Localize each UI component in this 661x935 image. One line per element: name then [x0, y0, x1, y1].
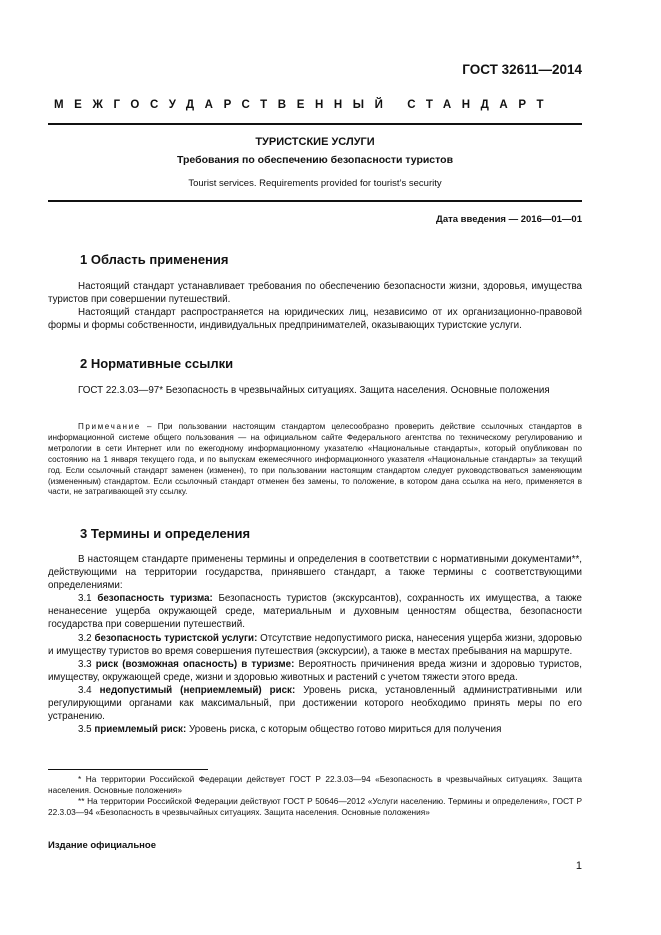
- section-1-paragraph: Настоящий стандарт распространяется на юридических лиц, независимо от их организационно-правовой формы и формы собственности, индивидуальных предпринимателей, оказывающих туристские услуги.: [48, 307, 582, 332]
- term-name: риск (возможная опасность) в туризме:: [95, 658, 295, 670]
- english-title: Tourist services. Requirements provided for tourist’s security: [188, 178, 442, 189]
- section-1-heading: 1 Область применения: [80, 252, 229, 267]
- term-name: безопасность туризма:: [97, 593, 213, 605]
- term-definition: 3.3 риск (возможная опасность) в туризме: Вероятность причинения вреда жизни и здоровью туристов, имуществу, окружающей среде, жизни и здоровью животных и растений с учетом тяжести этого вреда.: [48, 658, 582, 683]
- footnote: * На территории Российской Федерации действует ГОСТ Р 22.3.03—94 «Безопасность в чрезвычайных ситуациях. Защита населения. Основные положения»: [48, 774, 582, 795]
- note-text: – При пользовании настоящим стандартом целесообразно проверить действие ссылочных стандартов в информационной системе общего пользования — на официальном сайте Федерального агентства по техническому регулированию и метрологии в сети Интернет или по ежегодному информационному указателю «Национальные стандарты», который опубликован по состоянию на 1 января текущего года, и по выпускам ежемесячного информационного указателя «Национальные стандарты» за текущий год. Если ссылочный стандарт заменен (изменен), то при пользовании настоящим стандартом следует руководствоваться заменяющим (измененным) стандартом. Если ссылочный стандарт отменен без замены, то положение, в котором дана ссылка на него, применяется в части, не затрагивающей эту ссылку.: [48, 422, 582, 497]
- section-2-heading: 2 Нормативные ссылки: [80, 356, 234, 371]
- section-3-heading: 3 Термины и определения: [80, 526, 251, 541]
- section-1-body: [48, 280, 582, 332]
- document-title: ТУРИСТСКИЕ УСЛУГИ: [255, 136, 375, 148]
- standard-type: МЕЖГОСУДАРСТВЕННЫЙ СТАНДАРТ: [54, 99, 555, 111]
- top-rule: [48, 123, 582, 125]
- term-definition: 3.2 безопасность туристской услуги: Отсутствие недопустимого риска, нанесения ущерба жизни, здоровью и имуществу туристов во время совершения путешествия (экскурсии), а также в местах пребывания на маршруте.: [48, 632, 583, 657]
- footnote-separator: [48, 769, 208, 770]
- official-edition-label: Издание официальное: [48, 840, 156, 851]
- footnotes: [48, 774, 582, 818]
- footnote: ** На территории Российской Федерации действуют ГОСТ Р 50646—2012 «Услуги населению. Термины и определения», ГОСТ Р 22.3.03—94 «Безопасность в чрезвычайных ситуациях. Защита населения. Основные положения»: [48, 796, 582, 817]
- gost-code: ГОСТ 32611—2014: [462, 62, 582, 77]
- term-name: безопасность туристской услуги:: [94, 632, 258, 644]
- term-name: недопустимый (неприемлемый) риск:: [99, 684, 296, 696]
- section-3-intro: В настоящем стандарте применены термины и определения в соответствии с нормативными документами**, действующими на территории государства, принявшего стандарт, а также термины с соответствующими определениями:: [48, 554, 582, 592]
- note-label: Примечание: [78, 422, 141, 431]
- document-subtitle: Требования по обеспечению безопасности туристов: [176, 154, 454, 166]
- section-2-body: [48, 384, 582, 397]
- term-definition: 3.1 безопасность туризма: Безопасность туристов (экскурсантов), сохранность их имущества, а также ненанесение ущерба окружающей среде, материальным и духовным ценностям общества, безопасности государства при совершении путешествий.: [48, 593, 582, 631]
- section-1-paragraph: Настоящий стандарт устанавливает требования по обеспечению безопасности жизни, здоровья, имущества туристов при совершении путешествий.: [48, 281, 582, 306]
- term-definition: 3.5 приемлемый риск: Уровень риска, с которым общество готово мириться для получения: [78, 724, 502, 736]
- normative-reference: ГОСТ 22.3.03—97* Безопасность в чрезвычайных ситуациях. Защита населения. Основные положения: [78, 385, 550, 396]
- term-name: приемлемый риск:: [94, 724, 187, 736]
- reference-note: [48, 422, 582, 498]
- section-3-body: [48, 553, 582, 736]
- title-rule: [48, 200, 582, 202]
- page-number: 1: [575, 860, 582, 872]
- term-definition: 3.4 недопустимый (неприемлемый) риск: Уровень риска, установленный административными или регулирующими органами как максимальный, при достижении которого необходимо принять меры по его устранению.: [48, 684, 583, 723]
- introduction-date: Дата введения — 2016—01—01: [436, 214, 582, 225]
